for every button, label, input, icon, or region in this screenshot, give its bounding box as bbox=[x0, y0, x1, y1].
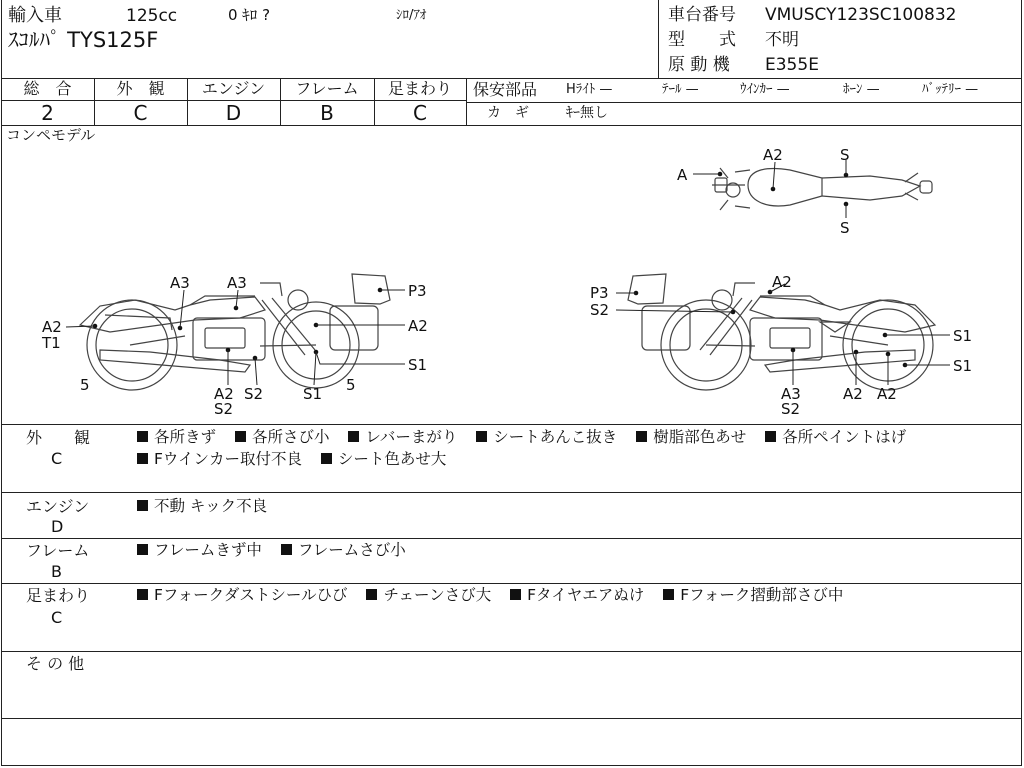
mark-right-p3: P3 bbox=[590, 284, 609, 302]
damage-dots bbox=[93, 172, 908, 368]
detail-rule bbox=[1, 651, 1022, 652]
detail-exterior-line-2: Fウインカー取付不良 シート色あせ大 bbox=[137, 452, 460, 468]
detail-rule bbox=[1, 718, 1022, 719]
safety-battery: ﾊﾞｯﾃﾘｰ — bbox=[922, 82, 979, 97]
detail-exterior-grade: C bbox=[51, 449, 63, 468]
grade-frame-value: B bbox=[320, 101, 334, 125]
engine-label: 原 動 機 bbox=[668, 55, 730, 75]
mark-top-a: A bbox=[677, 166, 688, 184]
import-label: 輸入車 bbox=[8, 5, 62, 26]
mark-left-s2-engine: S2 bbox=[214, 400, 234, 418]
detail-engine-line-1: 不動 キック不良 bbox=[137, 499, 281, 515]
mark-top-s-bottom: S bbox=[840, 219, 850, 237]
grade-exterior-label: 外 観 bbox=[116, 79, 165, 98]
mark-top-a2: A2 bbox=[763, 146, 783, 164]
mark-right-a2-mid: A2 bbox=[843, 385, 863, 403]
mark-right-s2: S2 bbox=[590, 301, 610, 319]
detail-frame-line-1: フレームきず中 フレームさび小 bbox=[137, 543, 420, 559]
key-label: カ ギ bbox=[487, 105, 529, 121]
mark-right-a3: A3 bbox=[781, 385, 801, 403]
detail-engine-grade: D bbox=[51, 517, 64, 536]
frame-no: VMUSCY123SC100832 bbox=[765, 5, 957, 25]
mark-right-a2-right: A2 bbox=[877, 385, 897, 403]
header-divider bbox=[658, 0, 659, 78]
mark-right-s2-low: S2 bbox=[781, 400, 801, 418]
mark-left-s1-fork: S1 bbox=[408, 356, 428, 374]
grade-suspension-value: C bbox=[413, 101, 427, 125]
detail-frame-grade: B bbox=[51, 562, 62, 581]
safety-headlight: Hﾗｲﾄ — bbox=[566, 82, 613, 97]
top-view-outline bbox=[712, 168, 932, 210]
mark-left-5-rear: 5 bbox=[80, 376, 90, 394]
mark-top-s-top: S bbox=[840, 146, 850, 164]
model-code-label: 型 式 bbox=[668, 30, 736, 50]
bike-diagram bbox=[0, 125, 1024, 425]
grade-total-value: 2 bbox=[41, 101, 54, 125]
displacement: 125cc bbox=[126, 6, 178, 26]
model-code: 不明 bbox=[765, 30, 799, 50]
safety-winker: ｳｲﾝｶｰ — bbox=[740, 82, 790, 97]
diagram-label: コンペモデル bbox=[6, 126, 96, 144]
detail-exterior-line-1: 各所きず 各所さび小 レバーまがり シートあんこ抜き 樹脂部色あせ 各所ペイントはげ bbox=[137, 430, 906, 446]
safety-horn: ﾎｰﾝ — bbox=[843, 82, 880, 97]
grade-engine-label: エンジン bbox=[201, 79, 266, 98]
detail-rule bbox=[1, 538, 1022, 539]
safety-tail: ﾃｰﾙ — bbox=[662, 82, 699, 97]
key-value: ｷｰ無し bbox=[566, 105, 608, 121]
mark-left-s1-bottom: S1 bbox=[303, 385, 323, 403]
detail-frame-label: フレーム bbox=[26, 541, 90, 560]
mark-left-s2-ex: S2 bbox=[244, 385, 264, 403]
detail-rule bbox=[1, 583, 1022, 584]
detail-rule bbox=[1, 492, 1022, 493]
safety-mid-rule bbox=[466, 102, 1022, 103]
mark-left-t1: T1 bbox=[42, 334, 61, 352]
right-bike-outline bbox=[628, 274, 935, 390]
mark-right-s1-tail: S1 bbox=[953, 327, 973, 345]
mark-left-a3-tank: A3 bbox=[227, 274, 247, 292]
frame-no-label: 車台番号 bbox=[668, 5, 736, 25]
grade-total-label: 総 合 bbox=[23, 79, 72, 98]
detail-engine-label: エンジン bbox=[26, 497, 90, 516]
mark-right-s1-wheel: S1 bbox=[953, 357, 973, 375]
safety-label: 保安部品 bbox=[473, 80, 538, 99]
grade-exterior-value: C bbox=[133, 101, 148, 125]
model-name: ｽｺﾙﾊﾟ TYS125F bbox=[8, 28, 159, 52]
detail-suspension-label: 足まわり bbox=[26, 586, 91, 605]
grade-frame-label: フレーム bbox=[295, 79, 359, 98]
engine-no: E355E bbox=[765, 55, 819, 75]
mark-left-a2-engine: A2 bbox=[214, 385, 234, 403]
diagram-bottom-rule bbox=[1, 424, 1022, 425]
color: ｼﾛ/ｱｵ bbox=[396, 8, 427, 23]
grade-engine-value: D bbox=[225, 101, 242, 125]
mark-left-a2-tail: A2 bbox=[42, 318, 62, 336]
leader-lines bbox=[66, 160, 950, 385]
diagram-labels bbox=[41, 146, 972, 418]
mark-left-p3: P3 bbox=[408, 282, 427, 300]
detail-other-label: そ の 他 bbox=[26, 654, 85, 673]
mark-left-5-front: 5 bbox=[346, 376, 356, 394]
detail-suspension-grade: C bbox=[51, 608, 63, 627]
mark-left-a2-fork: A2 bbox=[408, 317, 428, 335]
grade-suspension-label: 足まわり bbox=[387, 79, 452, 98]
detail-suspension-line-1: Fフォークダストシールひび チェーンさび大 Fタイヤエアぬけ Fフォーク摺動部さび中 bbox=[137, 588, 857, 604]
mark-right-a2-top: A2 bbox=[772, 273, 792, 291]
detail-exterior-label: 外 観 bbox=[26, 428, 91, 447]
mileage: 0 ｷﾛ ? bbox=[228, 6, 271, 24]
mark-left-a3-seat: A3 bbox=[170, 274, 190, 292]
